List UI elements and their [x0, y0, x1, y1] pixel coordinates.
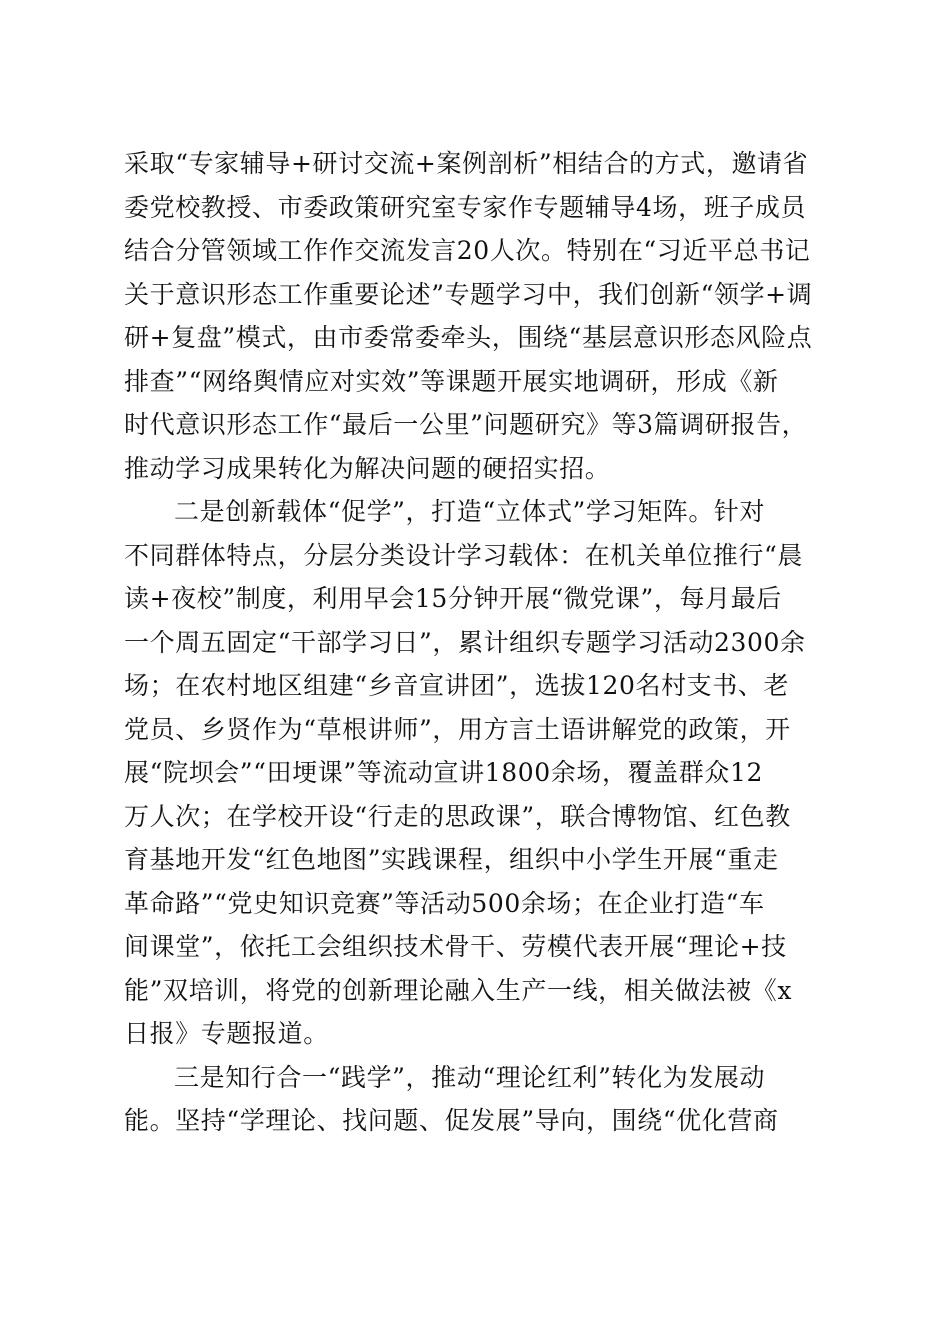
text-line: 时代意识形态工作“最后一公里”问题研究》等3篇调研报告，: [124, 410, 808, 439]
text-line: 关于意识形态工作重要论述”专题学习中，我们创新“领学+调: [124, 279, 813, 309]
text-line: 场；在农村地区组建“乡音宣讲团”，选拔120名村支书、老: [124, 671, 790, 700]
text-line: 日报》专题报道。: [124, 1019, 329, 1048]
document-body: [124, 142, 828, 1143]
text-line: 万人次；在学校开设“行走的思政课”，联合博物馆、红色教: [124, 801, 791, 831]
text-line: 间课堂”，依托工会组织技术骨干、劳模代表开展“理论+技: [124, 932, 787, 961]
text-line: 育基地开发“红色地图”实践课程，组织中小学生开展“重走: [124, 845, 779, 874]
text-line: 二是创新载体“促学”，打造“立体式”学习矩阵。针对: [174, 497, 766, 526]
text-line: 读+夜校”制度，利用早会15分钟开展“微党课”，每月最后: [124, 584, 782, 613]
text-line: 结合分管领域工作作交流发言20人次。特别在“习近平总书记: [124, 236, 811, 265]
text-line: 排查”“网络舆情应对实效”等课题开展实地调研，形成《新: [124, 366, 779, 396]
paragraph-1: [124, 142, 828, 490]
text-line: 三是知行合一“践学”，推动“理论红利”转化为发展动: [174, 1062, 766, 1092]
text-line: 一个周五固定“干部学习日”，累计组织专题学习活动2300余: [124, 627, 806, 657]
paragraph-2: [124, 490, 828, 1056]
text-line: 能。坚持“学理论、找问题、促发展”导向，围绕“优化营商: [124, 1106, 779, 1135]
text-line: 不同群体特点，分层分类设计学习载体：在机关单位推行“晨: [124, 540, 803, 570]
text-line: 革命路”“党史知识竞赛”等活动500余场；在企业打造“车: [124, 888, 765, 918]
text-line: 能”双培训，将党的创新理论融入生产一线，相关做法被《x: [124, 975, 793, 1005]
text-line: 采取“专家辅导+研讨交流+案例剖析”相结合的方式，邀请省: [124, 149, 809, 178]
text-line: 展“院坝会”“田埂课”等流动宣讲1800余场，覆盖群众12: [124, 758, 763, 787]
paragraph-3: [124, 1056, 828, 1143]
text-line: 党员、乡贤作为“草根讲师”，用方言土语讲解党的政策，开: [124, 714, 791, 744]
text-line: 委党校教授、市委政策研究室专家作专题辅导4场，班子成员: [124, 192, 807, 222]
text-line: 研+复盘”模式，由市委常委牵头，围绕“基层意识形态风险点: [124, 323, 813, 352]
text-line: 推动学习成果转化为解决问题的硬招实招。: [124, 453, 611, 483]
